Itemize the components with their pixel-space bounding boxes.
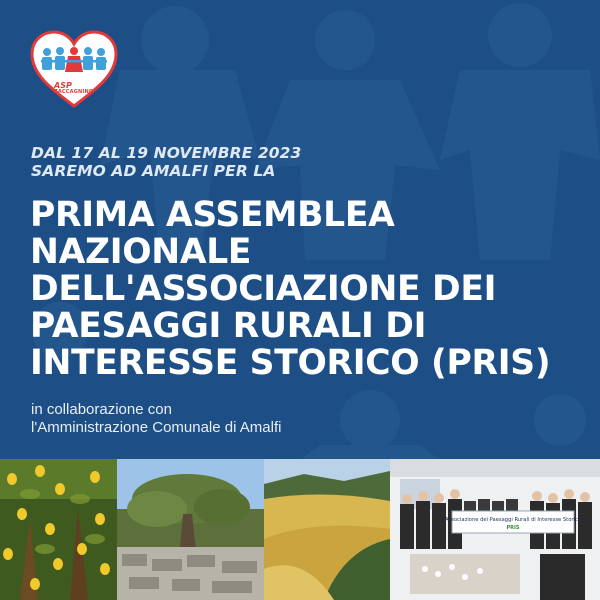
title-line: PAESAGGI RURALI DI bbox=[30, 306, 427, 346]
heart-with-people-icon bbox=[30, 30, 118, 110]
lemon-grove-photo bbox=[0, 459, 117, 600]
title-line: INTERESSE STORICO (PRIS) bbox=[30, 343, 551, 383]
title-line: DELL'ASSOCIAZIONE DEI bbox=[30, 269, 497, 309]
collaboration-line: l'Amministrazione Comunale di Amalfi bbox=[31, 419, 282, 436]
logo-name: ZACCAGNINO bbox=[54, 89, 94, 95]
banner-text: Associazione dei Paesaggi Rurali di Interesse Storico bbox=[445, 517, 581, 523]
photo-strip bbox=[0, 459, 600, 600]
event-title bbox=[30, 197, 590, 382]
rural-hills-photo bbox=[264, 459, 390, 600]
collaboration-note bbox=[31, 401, 281, 437]
olive-tree-photo bbox=[117, 459, 264, 600]
title-line: NAZIONALE bbox=[30, 232, 252, 272]
title-line: PRIMA ASSEMBLEA bbox=[30, 195, 395, 235]
logo-abbreviation: ASP bbox=[54, 81, 72, 90]
collaboration-line: in collaborazione con bbox=[31, 401, 172, 418]
assembly-group-photo bbox=[390, 459, 600, 600]
event-dates: DAL 17 AL 19 NOVEMBRE 2023 bbox=[31, 144, 302, 162]
event-location: SAREMO AD AMALFI PER LA bbox=[31, 162, 276, 180]
banner-logo-text: PRIS bbox=[506, 525, 520, 531]
asp-logo bbox=[30, 30, 118, 110]
